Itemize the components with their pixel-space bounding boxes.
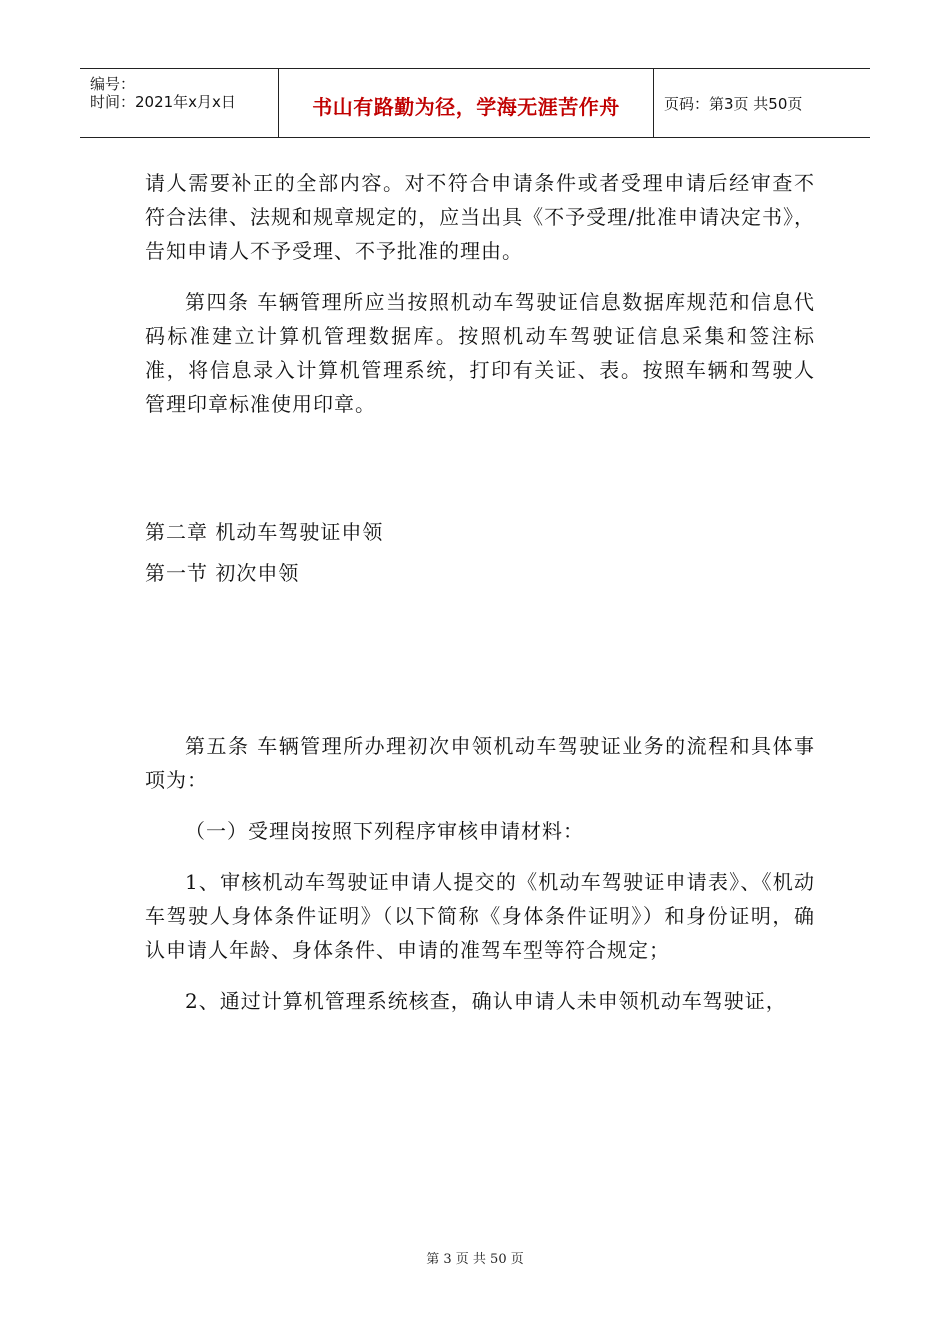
document-number-label: 编号： (90, 75, 136, 93)
document-header (80, 68, 870, 138)
header-right-cell (654, 69, 870, 137)
chapter-heading: 第二章 机动车驾驶证申领 (145, 520, 384, 544)
section-heading: 第一节 初次申领 (145, 561, 300, 585)
document-body (145, 166, 815, 1035)
header-center-cell (279, 69, 654, 137)
paragraph-item-1-intro: （一）受理岗按照下列程序审核申请材料： (185, 819, 584, 843)
header-motto: 书山有路勤为径，学海无涯苦作舟 (312, 95, 620, 119)
document-time-label: 时间：2021年x月x日 (90, 93, 236, 111)
paragraph-article-5: 第五条 车辆管理所办理初次申领机动车驾驶证业务的流程和具体事项为： (145, 734, 815, 792)
header-page-label: 页码：第3页 共50页 (664, 95, 803, 113)
paragraph-step-1: 1、审核机动车驾驶证申请人提交的《机动车驾驶证申请表》、《机动车驾驶人身体条件证明》（以下简称《身体条件证明》）和身份证明，确认申请人年龄、身体条件、申请的准驾车型等符合规定； (145, 870, 815, 962)
header-left-cell (80, 69, 279, 137)
paragraph-continuation: 请人需要补正的全部内容。对不符合申请条件或者受理申请后经审查不符合法律、法规和规章规定的，应当出具《不予受理/批准申请决定书》，告知申请人不予受理、不予批准的理由。 (145, 171, 815, 263)
paragraph-step-2: 2、通过计算机管理系统核查，确认申请人未申领机动车驾驶证， (185, 989, 787, 1013)
page-footer: 第 3 页 共 50 页 (426, 1252, 524, 1267)
paragraph-article-4: 第四条 车辆管理所应当按照机动车驾驶证信息数据库规范和信息代码标准建立计算机管理数据库。按照机动车驾驶证信息采集和签注标准，将信息录入计算机管理系统，打印有关证、表。按照车辆和驾驶人管理印章标准使用印章。 (145, 290, 815, 416)
